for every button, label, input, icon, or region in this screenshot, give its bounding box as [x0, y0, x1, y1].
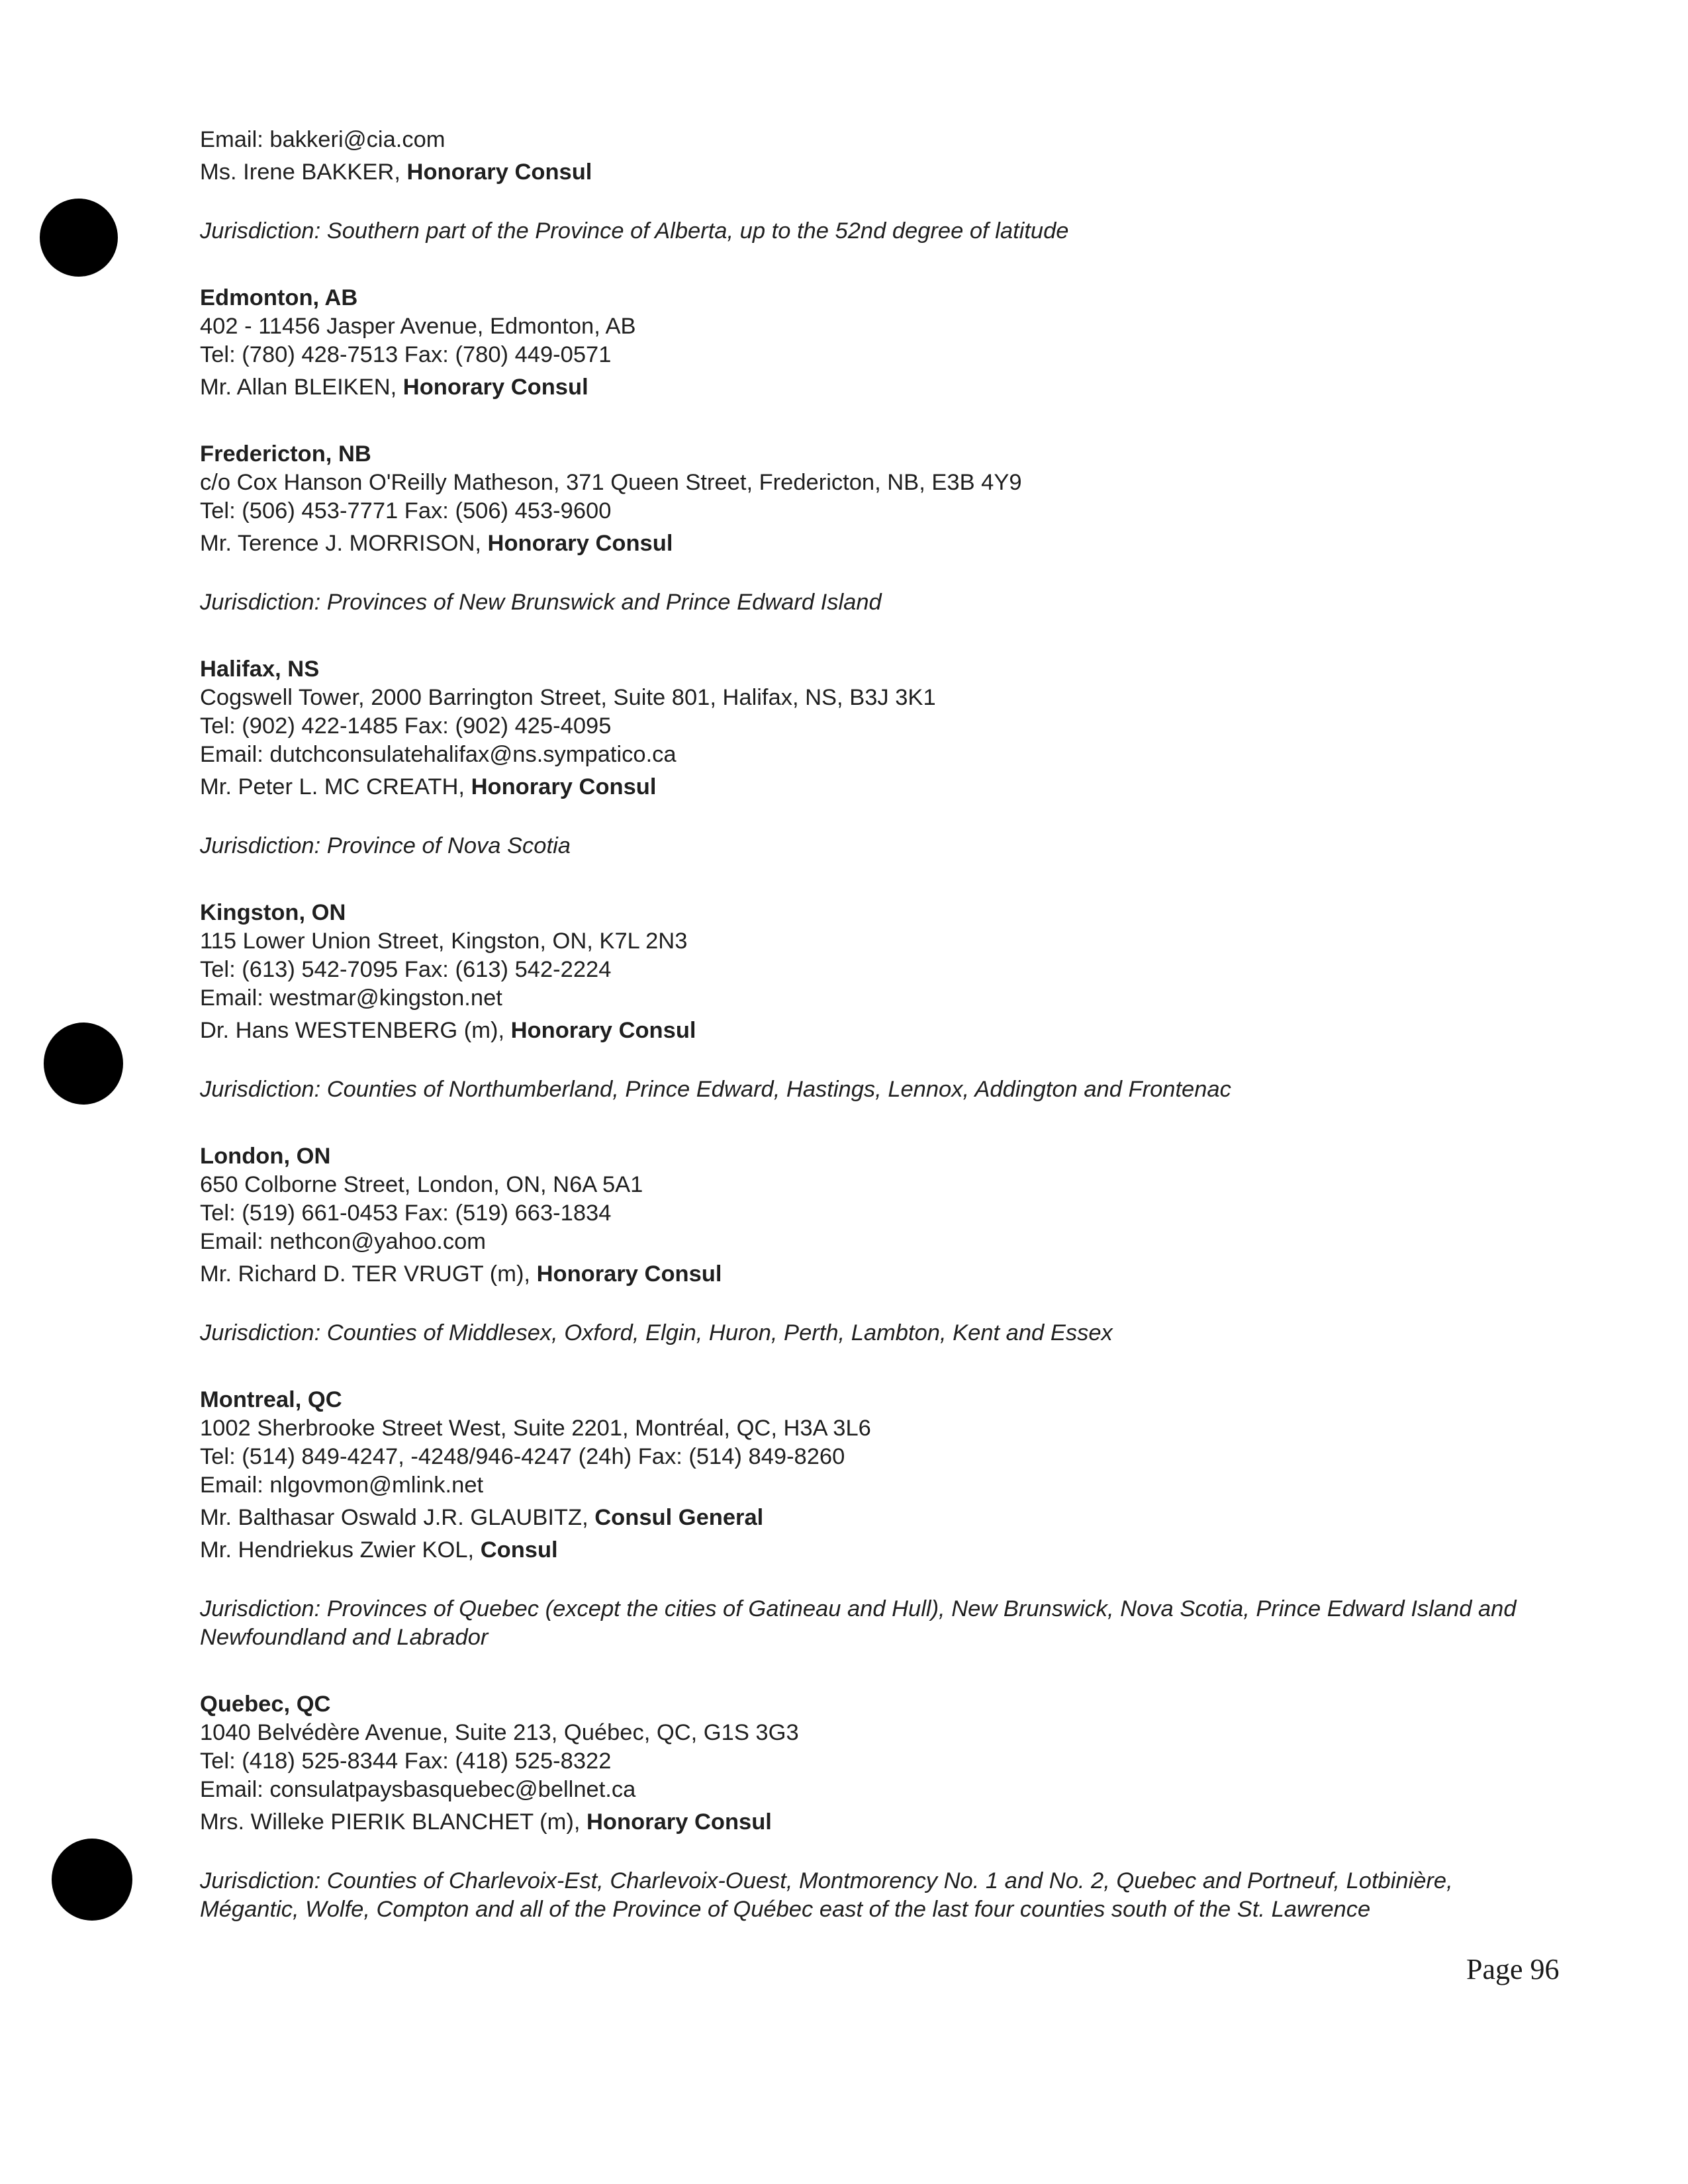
address: c/o Cox Hanson O'Reilly Matheson, 371 Queen Street, Fredericton, NB, E3B 4Y9 [200, 470, 1022, 495]
phone-fax: Tel: (519) 661-0453 Fax: (519) 663-1834 [200, 1201, 612, 1226]
city-heading: Montreal, QC [200, 1387, 342, 1412]
punch-hole-bottom [52, 1839, 132, 1921]
jurisdiction: Jurisdiction: Province of Nova Scotia [200, 833, 571, 858]
consulate-entry-kingston [200, 899, 1537, 1104]
email: Email: consulatpaysbasquebec@bellnet.ca [200, 1777, 636, 1802]
consul-line [200, 1260, 1537, 1289]
consul-title: Honorary Consul [406, 159, 592, 185]
jurisdiction: Jurisdiction: Provinces of New Brunswick and Prince Edward Island [200, 590, 882, 615]
phone-fax: Tel: (506) 453-7771 Fax: (506) 453-9600 [200, 498, 612, 523]
phone-fax: Tel: (613) 542-7095 Fax: (613) 542-2224 [200, 957, 612, 982]
jurisdiction: Jurisdiction: Provinces of Quebec (except the cities of Gatineau and Hull), New Brunswick, Nova Scotia, Prince Edward Island and Newfoundland and Labrador [200, 1596, 1517, 1650]
consul-line [200, 1808, 1537, 1837]
address: 1040 Belvédère Avenue, Suite 213, Québec, QC, G1S 3G3 [200, 1720, 799, 1745]
email: Email: dutchconsulatehalifax@ns.sympatico.ca [200, 742, 677, 767]
consul-name: Mr. Richard D. TER VRUGT (m), [200, 1261, 537, 1287]
phone-fax: Tel: (902) 422-1485 Fax: (902) 425-4095 [200, 713, 612, 739]
consul-name: Ms. Irene BAKKER, [200, 159, 407, 185]
jurisdiction: Jurisdiction: Southern part of the Province of Alberta, up to the 52nd degree of latitude [200, 218, 1069, 244]
phone-fax: Tel: (514) 849-4247, -4248/946-4247 (24h) Fax: (514) 849-8260 [200, 1444, 845, 1469]
address: 650 Colborne Street, London, ON, N6A 5A1 [200, 1172, 643, 1197]
consul-name: Mrs. Willeke PIERIK BLANCHET (m), [200, 1809, 587, 1835]
city-heading: Halifax, NS [200, 657, 320, 682]
consulate-entry-edmonton [200, 284, 1537, 402]
address: 115 Lower Union Street, Kingston, ON, K7L 2N3 [200, 929, 688, 954]
consul-line [200, 158, 1537, 187]
email: Email: nethcon@yahoo.com [200, 1229, 486, 1254]
consul-line [200, 529, 1537, 558]
consul-name: Dr. Hans WESTENBERG (m), [200, 1018, 511, 1043]
jurisdiction: Jurisdiction: Counties of Charlevoix-Est, Charlevoix-Ouest, Montmorency No. 1 and No. 2, Quebec and Portneuf, Lotbinière, Mégantic, Wolfe, Compton and all of the Province of Québec east of the last four counties south of the St. Lawrence [200, 1868, 1453, 1922]
consul-line [200, 1536, 1537, 1565]
address: 1002 Sherbrooke Street West, Suite 2201, Montréal, QC, H3A 3L6 [200, 1416, 871, 1441]
consul-line [200, 1017, 1537, 1045]
consulate-directory-page [200, 126, 1537, 1924]
jurisdiction: Jurisdiction: Counties of Middlesex, Oxford, Elgin, Huron, Perth, Lambton, Kent and Essex [200, 1320, 1113, 1345]
consul-name: Mr. Peter L. MC CREATH, [200, 774, 471, 799]
consul-line [200, 1504, 1537, 1532]
consul-title: Consul [480, 1537, 558, 1563]
consul-title: Honorary Consul [402, 375, 588, 400]
email: Email: nlgovmon@mlink.net [200, 1473, 484, 1498]
phone-fax: Tel: (418) 525-8344 Fax: (418) 525-8322 [200, 1749, 612, 1774]
phone-fax: Tel: (780) 428-7513 Fax: (780) 449-0571 [200, 342, 612, 367]
consul-title: Honorary Consul [586, 1809, 772, 1835]
punch-hole-top [40, 199, 118, 277]
consulate-entry-montreal [200, 1386, 1537, 1652]
address: Cogswell Tower, 2000 Barrington Street, Suite 801, Halifax, NS, B3J 3K1 [200, 685, 936, 710]
email: Email: westmar@kingston.net [200, 985, 502, 1011]
punch-hole-middle [44, 1023, 123, 1105]
jurisdiction: Jurisdiction: Counties of Northumberland, Prince Edward, Hastings, Lennox, Addington and Frontenac [200, 1077, 1231, 1102]
consul-title: Honorary Consul [510, 1018, 696, 1043]
consul-name: Mr. Allan BLEIKEN, [200, 375, 403, 400]
page-number: Page 96 [1466, 1953, 1560, 1985]
consul-name: Mr. Hendriekus Zwier KOL, [200, 1537, 481, 1563]
city-heading: London, ON [200, 1144, 331, 1169]
email: Email: bakkeri@cia.com [200, 127, 445, 152]
city-heading: Kingston, ON [200, 900, 346, 925]
consulate-entry-london [200, 1142, 1537, 1347]
consul-title: Consul General [594, 1505, 764, 1530]
consul-name: Mr. Balthasar Oswald J.R. GLAUBITZ, [200, 1505, 595, 1530]
consul-title: Honorary Consul [536, 1261, 722, 1287]
consulate-entry-quebec [200, 1690, 1537, 1924]
city-heading: Quebec, QC [200, 1692, 331, 1717]
consul-name: Mr. Terence J. MORRISON, [200, 531, 488, 556]
address: 402 - 11456 Jasper Avenue, Edmonton, AB [200, 314, 636, 339]
consul-title: Honorary Consul [487, 531, 673, 556]
consul-line [200, 373, 1537, 402]
consulate-entry-calgary [200, 126, 1537, 246]
city-heading: Fredericton, NB [200, 441, 371, 467]
consulate-entry-halifax [200, 655, 1537, 860]
city-heading: Edmonton, AB [200, 285, 358, 310]
consulate-entry-fredericton [200, 440, 1537, 617]
consul-line [200, 773, 1537, 801]
consul-title: Honorary Consul [471, 774, 657, 799]
